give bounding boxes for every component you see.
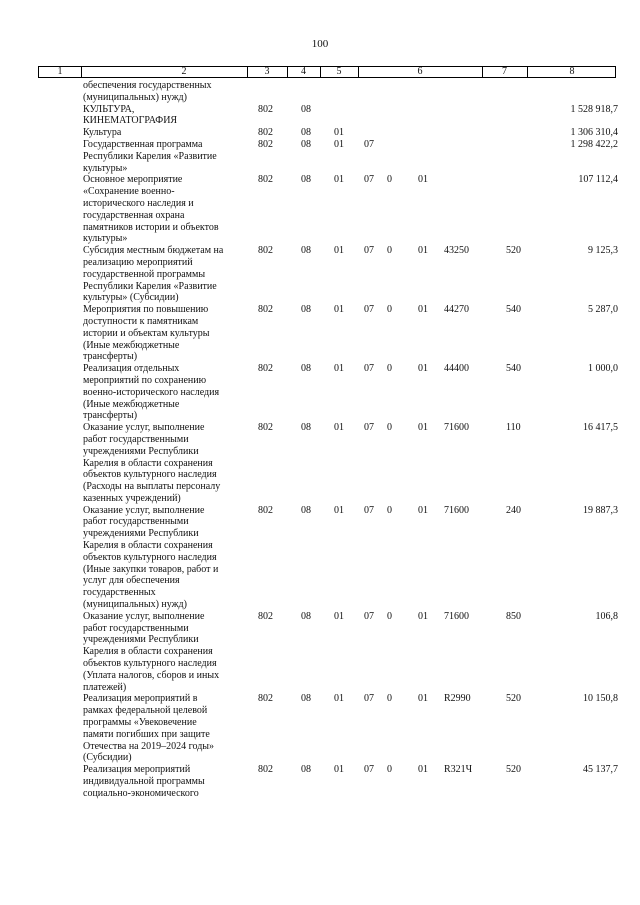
row-name-line: программы «Увековечение xyxy=(83,717,197,729)
table-row xyxy=(0,505,640,611)
header-cell-1: 1 xyxy=(57,66,63,77)
row-name-line: (Иные межбюджетные xyxy=(83,339,180,351)
cell-c4: 08 xyxy=(301,610,311,622)
cell-c4: 08 xyxy=(301,304,311,316)
row-name-line: рамках федеральной целевой xyxy=(83,705,208,717)
cell-c3: 802 xyxy=(258,764,273,776)
row-name-line: памятников истории и объектов xyxy=(83,221,219,233)
row-name xyxy=(83,174,248,245)
cell-c6c: 01 xyxy=(418,363,428,375)
row-name-line: работ государственными xyxy=(83,516,189,528)
row-name-line: индивидуальной программы xyxy=(83,776,205,788)
cell-c8: 5 287,0 xyxy=(588,304,618,316)
row-name xyxy=(83,363,248,422)
table-row xyxy=(0,422,640,505)
cell-c5: 01 xyxy=(334,504,344,516)
cell-c3: 802 xyxy=(258,127,273,139)
cell-c3: 802 xyxy=(258,138,273,150)
header-cell-7: 7 xyxy=(502,66,507,77)
row-name-line: Карелия в области сохранения xyxy=(83,540,213,552)
cell-c6a: 07 xyxy=(364,504,374,516)
row-name-line: Государственная программа xyxy=(83,138,203,150)
table-body xyxy=(0,80,640,800)
cell-c6b: 0 xyxy=(387,422,392,434)
cell-c6a: 07 xyxy=(364,610,374,622)
row-name-line: (Субсидии) xyxy=(83,752,132,764)
row-name-line: казенных учреждений) xyxy=(83,492,181,504)
row-name-line: Оказание услуг, выполнение xyxy=(83,610,205,622)
cell-c6c: 01 xyxy=(418,245,428,257)
header-cell-2: 2 xyxy=(181,66,187,77)
cell-c4: 08 xyxy=(301,693,311,705)
cell-c5: 01 xyxy=(334,127,344,139)
row-name-line: КУЛЬТУРА, xyxy=(83,103,135,115)
row-name-line: культуры» xyxy=(83,233,128,245)
cell-c6b: 0 xyxy=(387,245,392,257)
row-name-line: учреждениями Республики xyxy=(83,634,199,646)
row-name-line: военно-исторического наследия xyxy=(83,386,220,398)
cell-c6d: 71600 xyxy=(444,504,469,516)
row-name xyxy=(83,127,248,139)
cell-c4: 08 xyxy=(301,363,311,375)
cell-c6a: 07 xyxy=(364,693,374,705)
cell-c6a: 07 xyxy=(364,138,374,150)
cell-c6c: 01 xyxy=(418,693,428,705)
cell-c6c: 01 xyxy=(418,764,428,776)
page-number: 100 xyxy=(311,38,329,50)
table-row xyxy=(0,304,640,363)
cell-c6b: 0 xyxy=(387,764,392,776)
row-name-line: Оказание услуг, выполнение xyxy=(83,504,205,516)
row-name xyxy=(83,104,248,128)
cell-c8: 1 528 918,7 xyxy=(570,103,618,115)
cell-c4: 08 xyxy=(301,245,311,257)
row-name xyxy=(83,304,248,363)
row-name-line: объектов культурного наследия xyxy=(83,469,217,481)
cell-c3: 802 xyxy=(258,174,273,186)
cell-c5: 01 xyxy=(334,245,344,257)
cell-c5: 01 xyxy=(334,422,344,434)
cell-c6c: 01 xyxy=(418,504,428,516)
table-row xyxy=(0,363,640,422)
cell-c6b: 0 xyxy=(387,693,392,705)
row-name-line: Мероприятия по повышению xyxy=(83,304,209,316)
cell-c8: 10 150,8 xyxy=(583,693,618,705)
cell-c5: 01 xyxy=(334,693,344,705)
row-name-line: услуг для обеспечения xyxy=(83,575,180,587)
cell-c6b: 0 xyxy=(387,174,392,186)
cell-c6b: 0 xyxy=(387,610,392,622)
table-row xyxy=(0,174,640,245)
cell-c4: 08 xyxy=(301,422,311,434)
row-name xyxy=(83,693,248,764)
cell-c3: 802 xyxy=(258,363,273,375)
row-name-line: культуры» (Субсидии) xyxy=(83,292,179,304)
table-row xyxy=(0,245,640,304)
row-name-line: Оказание услуг, выполнение xyxy=(83,422,205,434)
cell-c3: 802 xyxy=(258,693,273,705)
cell-c6b: 0 xyxy=(387,363,392,375)
cell-c7: 110 xyxy=(506,422,521,434)
row-name xyxy=(83,139,248,174)
row-name-line: Реализация мероприятий в xyxy=(83,693,198,705)
cell-c7: 540 xyxy=(506,304,521,316)
cell-c5: 01 xyxy=(334,764,344,776)
header-cell-3: 3 xyxy=(264,66,270,77)
row-name-line: Реализация мероприятий xyxy=(83,764,191,776)
cell-c3: 802 xyxy=(258,422,273,434)
cell-c6c: 01 xyxy=(418,610,428,622)
row-name-line: трансферты) xyxy=(83,351,138,363)
cell-c6c: 01 xyxy=(418,304,428,316)
row-name xyxy=(83,505,248,611)
cell-c5: 01 xyxy=(334,610,344,622)
row-name xyxy=(83,764,248,799)
table-row xyxy=(0,80,640,104)
cell-c8: 1 000,0 xyxy=(588,363,618,375)
cell-c6c: 01 xyxy=(418,422,428,434)
header-cell-5: 5 xyxy=(336,66,342,77)
cell-c4: 08 xyxy=(301,127,311,139)
row-name-line: Карелия в области сохранения xyxy=(83,457,213,469)
row-name xyxy=(83,422,248,505)
row-name-line: памяти погибших при защите xyxy=(83,728,210,740)
row-name xyxy=(83,245,248,304)
cell-c6d: R2990 xyxy=(444,693,471,705)
row-name-line: (муниципальных) нужд) xyxy=(83,599,187,611)
row-name-line: истории и объектам культуры xyxy=(83,327,210,339)
cell-c3: 802 xyxy=(258,103,273,115)
table-row xyxy=(0,127,640,139)
row-name xyxy=(83,80,248,104)
cell-c5: 01 xyxy=(334,304,344,316)
row-name-line: (Уплата налогов, сборов и иных xyxy=(83,669,220,681)
cell-c3: 802 xyxy=(258,304,273,316)
row-name-line: учреждениями Республики xyxy=(83,445,199,457)
row-name-line: государственных xyxy=(83,587,156,599)
cell-c7: 240 xyxy=(506,504,521,516)
row-name-line: учреждениями Республики xyxy=(83,528,199,540)
cell-c4: 08 xyxy=(301,764,311,776)
cell-c4: 08 xyxy=(301,504,311,516)
row-name xyxy=(83,611,248,694)
cell-c8: 45 137,7 xyxy=(583,764,618,776)
cell-c6b: 0 xyxy=(387,304,392,316)
cell-c8: 9 125,3 xyxy=(588,245,618,257)
cell-c7: 520 xyxy=(506,245,521,257)
table-row xyxy=(0,139,640,174)
row-name-line: работ государственными xyxy=(83,433,189,445)
cell-c4: 08 xyxy=(301,174,311,186)
table-row xyxy=(0,611,640,694)
header-cell-4: 4 xyxy=(301,66,306,77)
cell-c8: 107 112,4 xyxy=(578,174,618,186)
cell-c7: 850 xyxy=(506,610,521,622)
cell-c6d: R321Ч xyxy=(444,764,473,776)
row-name-line: социально-экономического xyxy=(83,787,199,799)
cell-c6b: 0 xyxy=(387,504,392,516)
cell-c6a: 07 xyxy=(364,363,374,375)
row-name-line: (муниципальных) нужд) xyxy=(83,91,187,103)
row-name-line: Основное мероприятие xyxy=(83,174,183,186)
row-name-line: Отечества на 2019–2024 годы» xyxy=(83,740,214,752)
cell-c3: 802 xyxy=(258,504,273,516)
header-cell-8: 8 xyxy=(569,66,575,77)
cell-c8: 1 298 422,2 xyxy=(570,138,618,150)
row-name-line: культуры» xyxy=(83,162,128,174)
row-name-line: КИНЕМАТОГРАФИЯ xyxy=(83,115,178,127)
row-name-line: работ государственными xyxy=(83,622,189,634)
cell-c7: 540 xyxy=(506,363,521,375)
cell-c8: 106,8 xyxy=(595,610,618,622)
cell-c6a: 07 xyxy=(364,304,374,316)
cell-c5: 01 xyxy=(334,138,344,150)
cell-c6c: 01 xyxy=(418,174,428,186)
row-name-line: трансферты) xyxy=(83,410,138,422)
row-name-line: Республики Карелия «Развитие xyxy=(83,280,217,292)
row-name-line: Культура xyxy=(83,127,122,139)
table-row xyxy=(0,693,640,764)
row-name-line: Карелия в области сохранения xyxy=(83,646,213,658)
table-row xyxy=(0,764,640,799)
cell-c8: 19 887,3 xyxy=(583,504,618,516)
cell-c6a: 07 xyxy=(364,245,374,257)
cell-c6a: 07 xyxy=(364,422,374,434)
row-name-line: мероприятий по сохранению xyxy=(83,374,207,386)
row-name-line: исторического наследия и xyxy=(83,197,194,209)
cell-c5: 01 xyxy=(334,363,344,375)
cell-c6d: 71600 xyxy=(444,610,469,622)
row-name-line: «Сохранение военно- xyxy=(83,186,175,198)
row-name-line: (Иные закупки товаров, работ и xyxy=(83,563,219,575)
table-header-row xyxy=(38,66,616,78)
cell-c4: 08 xyxy=(301,103,311,115)
cell-c6a: 07 xyxy=(364,174,374,186)
table-row xyxy=(0,104,640,128)
row-name-line: обеспечения государственных xyxy=(83,80,212,91)
row-name-line: Реализация отдельных xyxy=(83,363,180,375)
row-name-line: государственной программы xyxy=(83,268,206,280)
row-name-line: Субсидия местным бюджетам на xyxy=(83,245,224,257)
row-name-line: объектов культурного наследия xyxy=(83,658,217,670)
cell-c8: 1 306 310,4 xyxy=(570,127,618,139)
cell-c5: 01 xyxy=(334,174,344,186)
cell-c3: 802 xyxy=(258,245,273,257)
cell-c6d: 71600 xyxy=(444,422,469,434)
cell-c7: 520 xyxy=(506,764,521,776)
row-name-line: (Иные межбюджетные xyxy=(83,398,180,410)
row-name-line: доступности к памятникам xyxy=(83,315,199,327)
row-name-line: объектов культурного наследия xyxy=(83,551,217,563)
row-name-line: реализацию мероприятий xyxy=(83,256,193,268)
row-name-line: государственная охрана xyxy=(83,209,185,221)
row-name-line: Республики Карелия «Развитие xyxy=(83,150,217,162)
cell-c7: 520 xyxy=(506,693,521,705)
cell-c6d: 44270 xyxy=(444,304,469,316)
cell-c6d: 43250 xyxy=(444,245,469,257)
header-cell-6: 6 xyxy=(417,66,423,77)
cell-c3: 802 xyxy=(258,610,273,622)
row-name-line: (Расходы на выплаты персоналу xyxy=(83,481,221,493)
cell-c8: 16 417,5 xyxy=(583,422,618,434)
cell-c4: 08 xyxy=(301,138,311,150)
row-name-line: платежей) xyxy=(83,681,127,693)
cell-c6d: 44400 xyxy=(444,363,469,375)
cell-c6a: 07 xyxy=(364,764,374,776)
